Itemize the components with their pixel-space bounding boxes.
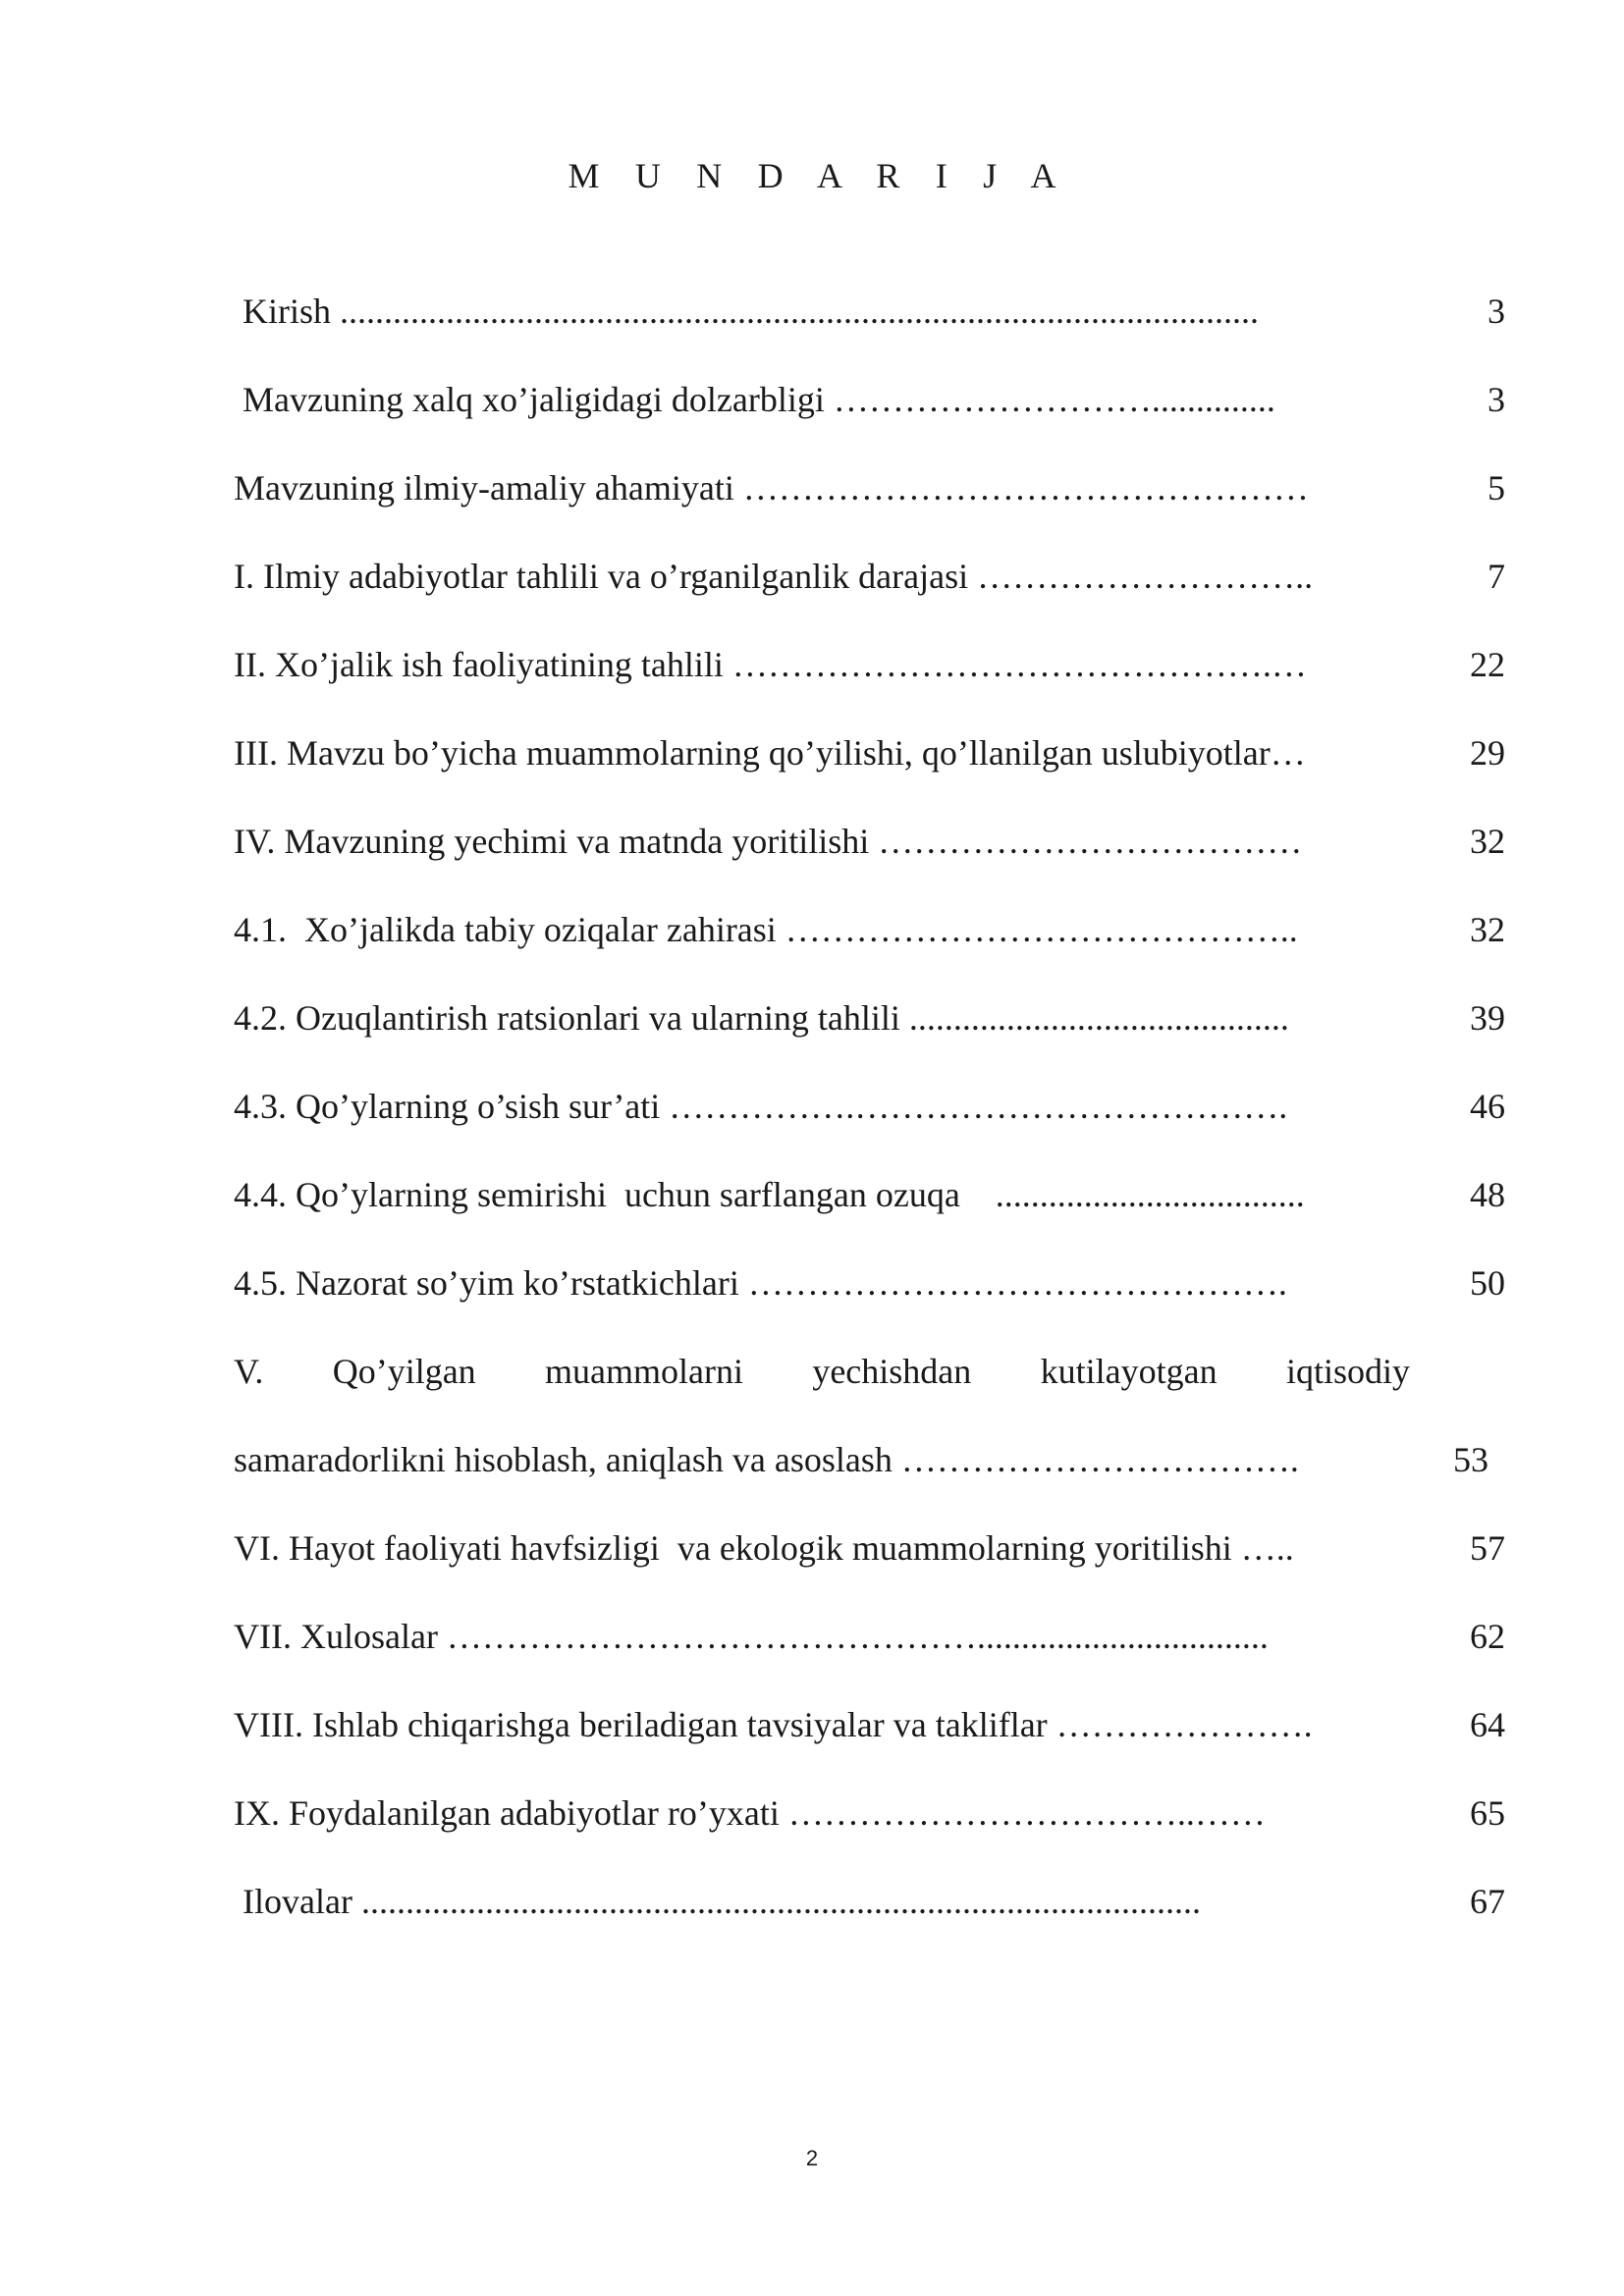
toc-page-number: 32 — [1470, 910, 1505, 949]
toc-word: kutilayotgan — [1040, 1352, 1218, 1391]
toc-page-number: 64 — [1470, 1705, 1505, 1744]
toc-entry — [0, 556, 1624, 614]
toc-word: muammolarni — [545, 1352, 743, 1391]
toc-word: yechishdan — [812, 1352, 972, 1391]
toc-entry-text — [234, 1351, 1410, 1392]
toc-page-number: 48 — [1470, 1175, 1505, 1214]
toc-entry-text: 4.2. Ozuqlantirish ratsionlari va ularning tahlili ........................................... — [234, 998, 1289, 1038]
toc-entry-text: samaradorlikni hisoblash, aniqlash va asoslash ……………………………. — [234, 1440, 1299, 1479]
toc-page-number: 65 — [1470, 1793, 1505, 1833]
toc-page-number: 22 — [1470, 645, 1505, 684]
toc-entry-text: VII. Xulosalar ………………………………………................................. — [234, 1617, 1269, 1656]
toc-entry — [0, 821, 1624, 880]
toc-entry-text: Kirish ........................................................................................................ — [243, 292, 1259, 331]
toc-entry-text: IV. Mavzuning yechimi va matnda yoritilishi ……………………………… — [234, 822, 1303, 861]
toc-entry — [0, 1262, 1624, 1321]
toc-page-number: 50 — [1470, 1263, 1505, 1303]
toc-page-number: 39 — [1470, 998, 1505, 1038]
toc-page-number: 29 — [1470, 733, 1505, 773]
toc-page-number: 53 — [1453, 1440, 1489, 1479]
toc-entry — [0, 732, 1624, 791]
toc-entry-text: I. Ilmiy adabiyotlar tahlili va o’rganilganlik darajasi ……………………….. — [234, 557, 1314, 596]
toc-entry — [0, 1086, 1624, 1145]
page-number-footer: 2 — [805, 2146, 819, 2170]
toc-entry-text: VI. Hayot faoliyati havfsizligi va ekologik muammolarning yoritilishi ….. — [234, 1528, 1294, 1568]
toc-entry — [0, 997, 1624, 1056]
toc-page-number: 62 — [1470, 1617, 1505, 1656]
toc-entry-text: Ilovalar ............................................................................................... — [243, 1882, 1201, 1921]
toc-entry — [0, 909, 1624, 968]
toc-entry — [0, 1704, 1624, 1763]
page-title: M U N D A R I J A — [568, 156, 1070, 195]
toc-entry-text: IX. Foydalanilgan adabiyotlar ro’yxati ……………………………..…… — [234, 1793, 1266, 1833]
toc-page-number: 32 — [1470, 822, 1505, 861]
toc-entry — [0, 1881, 1624, 1940]
toc-entry-text: III. Mavzu bo’yicha muammolarning qo’yilishi, qo’llanilgan uslubiyotlar… — [234, 733, 1306, 773]
toc-entry-text: VIII. Ishlab chiqarishga beriladigan tavsiyalar va takliflar …………………. — [234, 1705, 1313, 1744]
toc-entry — [0, 644, 1624, 703]
toc-word: iqtisodiy — [1285, 1352, 1410, 1391]
toc-entry-text: 4.5. Nazorat so’yim ko’rstatkichlari ………………………………………. — [234, 1263, 1287, 1303]
toc-entry — [0, 467, 1624, 526]
toc-entry-text: II. Xo’jalik ish faoliyatining tahlili ……………………………………….… — [234, 645, 1307, 684]
toc-entry — [0, 379, 1624, 438]
toc-entry-text: 4.4. Qo’ylarning semirishi uchun sarflangan ozuqa ................................... — [234, 1175, 1305, 1214]
toc-entry-first-line — [0, 1351, 1624, 1410]
toc-entry-text: 4.1. Xo’jalikda tabiy oziqalar zahirasi …………………………………….. — [234, 910, 1298, 949]
toc-page-number: 7 — [1488, 557, 1505, 596]
toc-page-number: 3 — [1488, 292, 1505, 331]
toc-entry — [0, 1174, 1624, 1233]
toc-entry — [0, 1616, 1624, 1675]
toc-entry-text: Mavzuning ilmiy-amaliy ahamiyati ………………………………………… — [234, 468, 1309, 507]
toc-entry — [0, 291, 1624, 349]
toc-page-number: 5 — [1488, 468, 1505, 507]
toc-entry — [0, 1792, 1624, 1851]
toc-word: V. — [234, 1352, 264, 1391]
toc-entry-text: Mavzuning xalq xo’jaligidagi dolzarbligi ……………………….............. — [243, 380, 1275, 419]
toc-page-number: 57 — [1470, 1528, 1505, 1568]
toc-entry-text: 4.3. Qo’ylarning o’sish sur’ati …………….………………………………. — [234, 1087, 1288, 1126]
toc-page-number: 46 — [1470, 1087, 1505, 1126]
toc-entry — [0, 1439, 1624, 1498]
toc-word: Qo’yilgan — [332, 1352, 476, 1391]
toc-entry — [0, 1527, 1624, 1586]
toc-page-number: 67 — [1470, 1882, 1505, 1921]
toc-page-number: 3 — [1488, 380, 1505, 419]
